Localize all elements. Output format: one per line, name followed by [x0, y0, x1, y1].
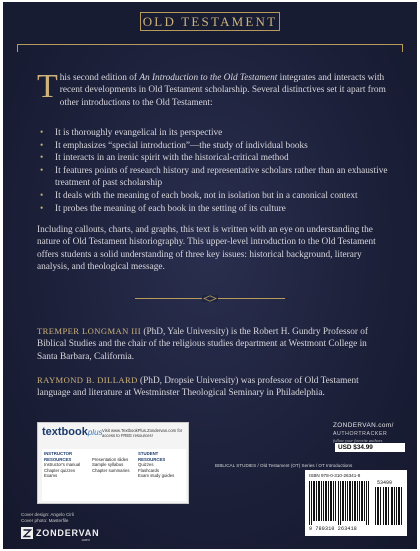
drop-cap: T [37, 68, 58, 105]
intro-book-title: An Introduction to the Old Testament [139, 73, 278, 83]
frame-line-left [17, 44, 18, 52]
barcode-icon [309, 481, 371, 525]
list-item: • It interacts in an irenic spirit with the historical-critical method [40, 153, 289, 164]
category-line: BIBLICAL STUDIES / Old Testament (OT) Series / OT Introductions [215, 463, 353, 468]
bullet-icon: • [40, 190, 44, 201]
ean-number: 9 780310 263418 [309, 526, 358, 532]
bullet-icon: • [40, 165, 44, 176]
instructor-resources-more: Presentation slides Sample syllabus Chapter summaries [92, 456, 130, 473]
barcode-box [305, 470, 407, 536]
list-item: • It emphasizes “special introduction”—the study of individual books [40, 140, 308, 151]
bullet-icon: • [40, 153, 44, 164]
author-bio-dillard [37, 374, 389, 400]
list-item: • It deals with the meaning of each book, not in isolation but in a canonical context [40, 190, 358, 201]
textbookplus-visit: Visit www.TextbookPlus.Zondervan.com for access to FREE resources! [102, 428, 183, 439]
cover-credits: Cover design: Angelo Cirli Cover photo: Masterfile [21, 512, 74, 523]
zondervan-logo: ZONDERVAN .com [21, 526, 111, 542]
author-bio: (PhD, Yale University) is the Robert H. Gundry Professor of Biblical Studies and the chair of the religious studies department at Westmont College in Santa Barbara, California. [37, 327, 369, 362]
price-barcode-icon [375, 487, 403, 525]
isbn-number: ISBN 978-0-310-26341-8 [309, 473, 361, 478]
bullet-icon: • [40, 203, 44, 214]
price-label: USD $34.99 [335, 443, 405, 452]
bullet-icon: • [40, 140, 44, 151]
intro-pre: his second edition of [59, 73, 140, 83]
publisher-website: ZONDERVAN.com/ [333, 422, 394, 429]
description-paragraph: Including callouts, charts, and graphs, this text is written with an eye on understanding the nature of Old Testament historiography. This upper-level introduction to the Old Testament offers students a solid understanding of three key issues: historical background, literary analysis, and theological message. [37, 225, 376, 273]
author-name: RAYMOND B. DILLARD [37, 375, 138, 385]
bullet-icon: • [40, 128, 44, 138]
author-name: TREMPER LONGMAN III [37, 326, 142, 336]
student-resources: STUDENT RESOURCES Quizzes Flashcards Exam study guides [138, 451, 175, 479]
series-title: OLD TESTAMENT [142, 13, 278, 29]
series-title-box [140, 12, 280, 31]
list-item: • It is thoroughly evangelical in its perspective [40, 128, 223, 138]
intro-paragraph [37, 68, 389, 109]
instructor-resources: INSTRUCTOR RESOURCES Instructor's manual Chapter quizzes Exams [44, 451, 81, 479]
frame-line-right [402, 44, 403, 52]
author-bio: (PhD, Dropsie University) was professor of Old Testament language and literature at Westminster Theological Seminary in Philadelphia. [37, 376, 359, 399]
textbookplus-logo: textbookplus [42, 426, 103, 438]
intro-post: integrates and interacts with recent developments in Old Testament scholarship. Several distinctives set it apart from other introductions to the Old Testament: [59, 73, 386, 108]
textbookplus-box [37, 422, 189, 504]
distinctives-list [37, 127, 389, 215]
price-code: 53499 [377, 480, 393, 486]
authortracker-logo: AUTHORTRACKER [333, 431, 388, 437]
back-cover [3, 2, 417, 549]
list-item: • It features points of research history and representative scholars rather than an exhaustive treatment of past scholarship [40, 165, 388, 189]
ornament-icon [202, 295, 218, 302]
list-item: • It probes the meaning of each book in the setting of its culture [40, 203, 286, 214]
frame-line [17, 44, 403, 45]
resources-table [42, 449, 186, 501]
authortracker-tagline: follow your favorite authors [333, 438, 383, 443]
zondervan-mark-icon [21, 527, 33, 539]
author-bio-longman [37, 325, 389, 363]
